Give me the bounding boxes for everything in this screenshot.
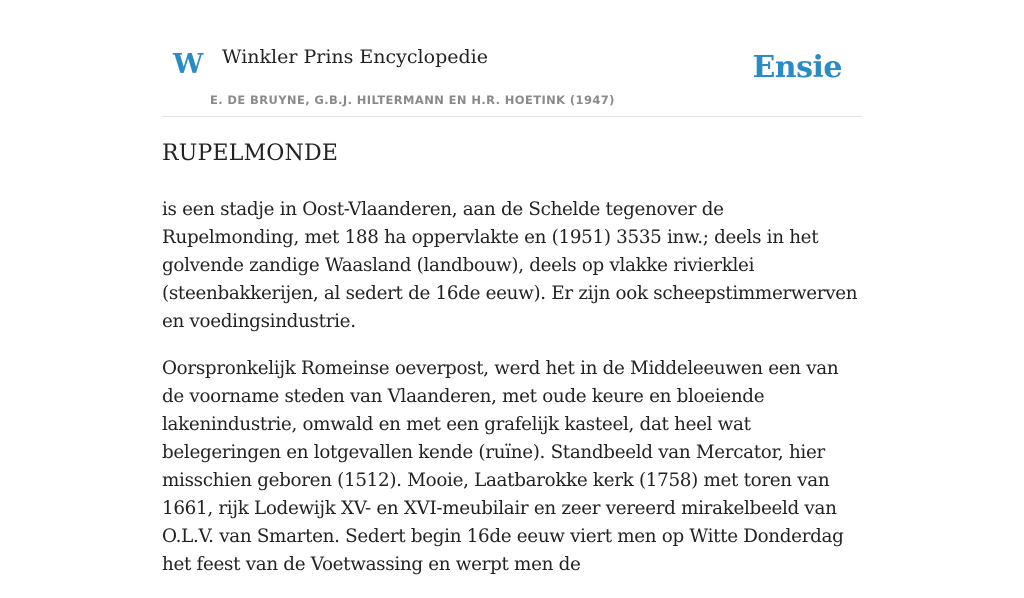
source-title-link[interactable]: Winkler Prins Encyclopedie: [222, 46, 488, 68]
article-body: [162, 140, 862, 598]
ensie-logo[interactable]: Ensie: [752, 50, 842, 85]
source-header: [162, 0, 862, 117]
source-authors: E. DE BRUYNE, G.B.J. HILTERMANN EN H.R. HOETINK (1947): [210, 93, 615, 107]
winkler-prins-logo[interactable]: W: [173, 49, 204, 80]
article-headword: RUPELMONDE: [162, 141, 339, 166]
article-paragraph: Oorspronkelijk Romeinse oeverpost, werd het in de Middeleeuwen een van de voorname steden van Vlaanderen, met oude keure en bloeiende lakenindustrie, omwald en met een grafelijk kasteel, dat heel wat belegeringen en lotgevallen kende (ruïne). Standbeeld van Mercator, hier misschien geboren (1512). Mooie, Laatbarokke kerk (1758) met toren van 1661, rijk Lodewijk XV- en XVI-meubilair en zeer vereerd mirakelbeeld van O.L.V. van Smarten. Sedert begin 16de eeuw viert men op Witte Donderdag het feest van de Voetwassing en werpt men de: [162, 357, 844, 575]
article-paragraph: is een stadje in Oost-Vlaanderen, aan de Schelde tegenover de Rupelmonding, met 188 ha oppervlakte en (1951) 3535 inw.; deels in het golvende zandige Waasland (landbouw), deels op vlakke rivierklei (steenbakkerijen, al sedert de 16de eeuw). Er zijn ook scheepstimmerwerven en voedingsindustrie.: [162, 198, 858, 332]
